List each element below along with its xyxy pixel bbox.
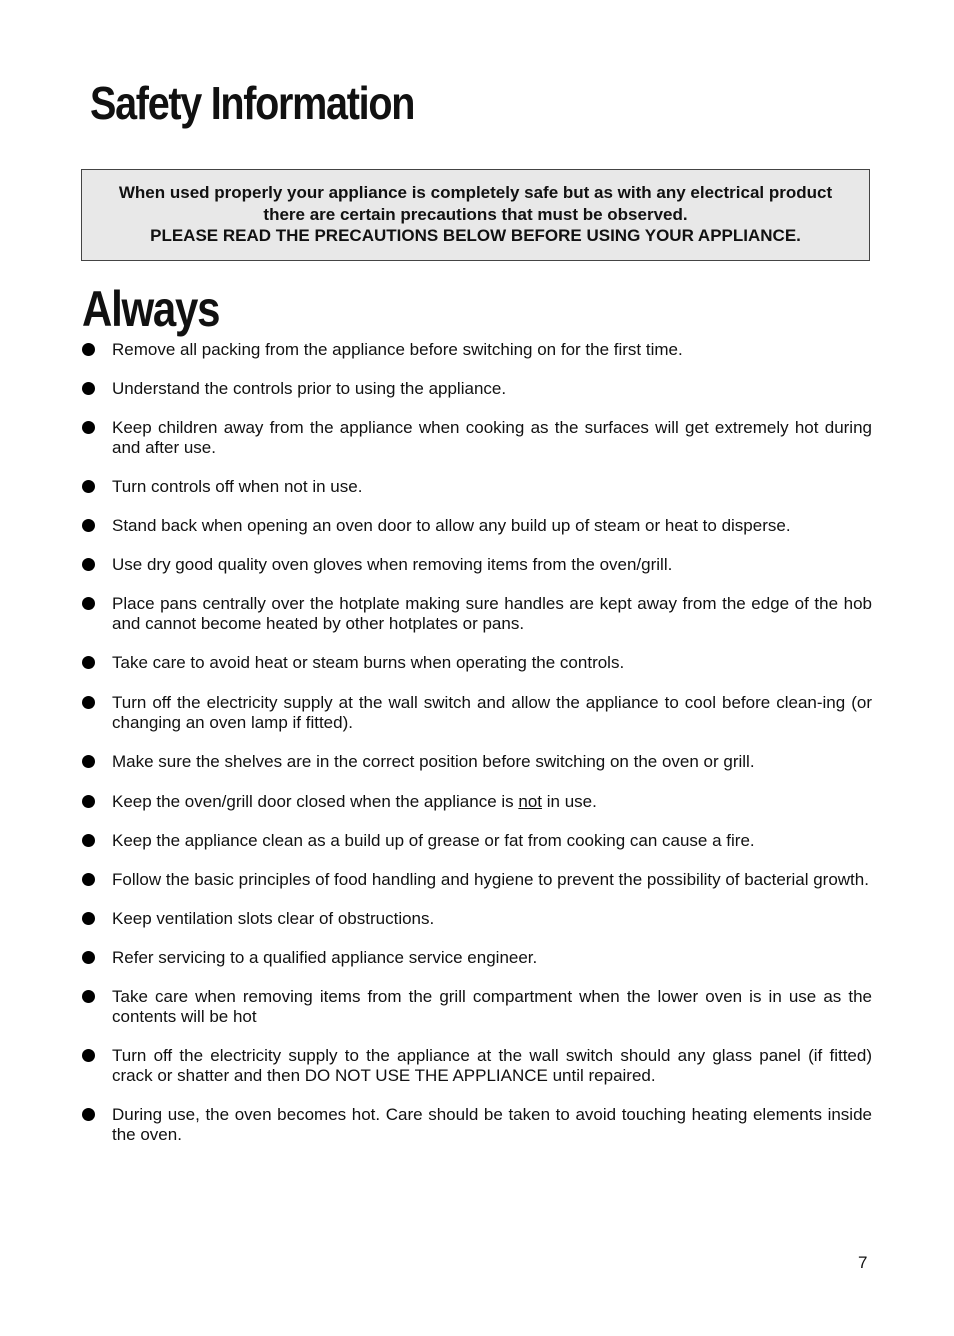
bullet-icon <box>82 1049 95 1062</box>
notice-line-2: there are certain precautions that must be observed. <box>263 204 688 224</box>
list-item <box>82 555 872 575</box>
precautions-list <box>82 340 872 1145</box>
list-item <box>82 792 872 812</box>
emphasis-not: not <box>518 792 543 811</box>
list-item <box>82 831 872 851</box>
bullet-icon <box>82 343 95 356</box>
page-title: Safety Information <box>90 77 415 129</box>
list-item-text: Take care to avoid heat or steam burns when operating the controls. <box>112 653 625 672</box>
bullet-icon <box>82 912 95 925</box>
list-item <box>82 948 872 968</box>
list-item <box>82 1046 872 1086</box>
list-item-text: Place pans centrally over the hotplate making sure handles are kept away from the edge of the hob and cannot become heated by other hotplates or pans. <box>112 594 872 633</box>
bullet-icon <box>82 656 95 669</box>
list-item <box>82 477 872 497</box>
list-item <box>82 516 872 536</box>
list-item-text: During use, the oven becomes hot. Care should be taken to avoid touching heating elements inside the oven. <box>112 1105 872 1144</box>
bullet-icon <box>82 873 95 886</box>
list-item <box>82 1105 872 1145</box>
list-item <box>82 987 872 1027</box>
list-item-text-before: Keep the oven/grill door closed when the appliance is <box>112 792 519 811</box>
bullet-icon <box>82 951 95 964</box>
bullet-icon <box>82 795 95 808</box>
bullet-icon <box>82 1108 95 1121</box>
notice-line-3: PLEASE READ THE PRECAUTIONS BELOW BEFORE USING YOUR APPLIANCE. <box>150 226 801 245</box>
list-item <box>82 340 872 360</box>
list-item-text-after: in use. <box>542 792 597 811</box>
list-item <box>82 693 872 733</box>
section-title-always: Always <box>82 281 220 337</box>
list-item-text: Take care when removing items from the grill compartment when the lower oven is in use as the contents will be hot <box>112 987 872 1026</box>
list-item-text: Turn off the electricity supply at the wall switch and allow the appliance to cool before clean-ing (or changing an oven lamp if fitted). <box>112 693 872 732</box>
list-item <box>82 418 872 458</box>
list-item <box>82 752 872 772</box>
list-item-text <box>112 792 872 812</box>
list-item <box>82 379 872 399</box>
bullet-icon <box>82 696 95 709</box>
bullet-icon <box>82 519 95 532</box>
bullet-icon <box>82 558 95 571</box>
bullet-icon <box>82 382 95 395</box>
list-item <box>82 870 872 890</box>
list-item-text: Remove all packing from the appliance before switching on for the first time. <box>112 340 683 359</box>
bullet-icon <box>82 597 95 610</box>
list-item-text: Use dry good quality oven gloves when removing items from the oven/grill. <box>112 555 673 574</box>
list-item-text: Keep the appliance clean as a build up of grease or fat from cooking can cause a fire. <box>112 831 755 850</box>
safety-notice-box <box>81 169 870 261</box>
list-item-text: Turn off the electricity supply to the appliance at the wall switch should any glass panel (if fitted) crack or shatter and then DO NOT USE THE APPLIANCE until repaired. <box>112 1046 872 1085</box>
notice-line-1: When used properly your appliance is completely safe but as with any electrical product <box>118 183 833 202</box>
list-item-text: Understand the controls prior to using the appliance. <box>112 379 507 398</box>
bullet-icon <box>82 990 95 1003</box>
list-item-text: Stand back when opening an oven door to allow any build up of steam or heat to disperse. <box>112 516 791 535</box>
list-item <box>82 909 872 929</box>
bullet-icon <box>82 834 95 847</box>
list-item-text: Keep children away from the appliance when cooking as the surfaces will get extremely hot during and after use. <box>112 418 872 457</box>
list-item-text: Make sure the shelves are in the correct position before switching on the oven or grill. <box>112 752 755 771</box>
list-item-text: Keep ventilation slots clear of obstructions. <box>112 909 435 928</box>
list-item-text: Follow the basic principles of food handling and hygiene to prevent the possibility of bacterial growth. <box>112 870 869 889</box>
list-item <box>82 653 872 673</box>
page-number: 7 <box>858 1253 868 1272</box>
bullet-icon <box>82 480 95 493</box>
list-item <box>82 594 872 634</box>
list-item-text: Refer servicing to a qualified appliance service engineer. <box>112 948 538 967</box>
bullet-icon <box>82 421 95 434</box>
list-item-text: Turn controls off when not in use. <box>112 477 363 496</box>
bullet-icon <box>82 755 95 768</box>
